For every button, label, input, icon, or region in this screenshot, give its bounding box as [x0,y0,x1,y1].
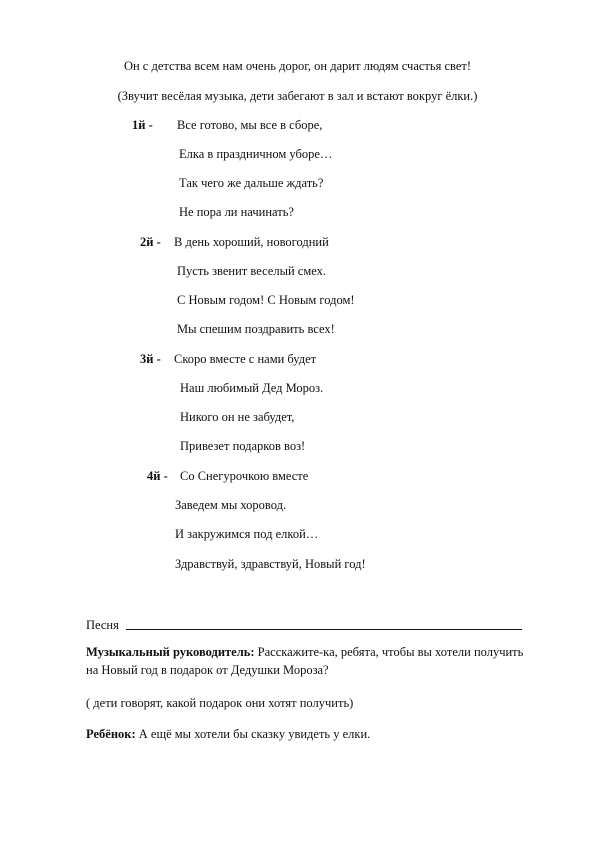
dialogue-child [86,725,526,743]
verse-line: Так чего же дальше ждать? [179,176,324,190]
verse-number-1: 1й - [132,118,153,132]
verse-line: Заведем мы хоровод. [175,498,287,512]
stage-direction-children [86,694,526,712]
verse-line: Здравствуй, здравствуй, Новый год! [175,557,366,571]
stage-direction: (Звучит весёлая музыка, дети забегают в зал и встают вокруг ёлки.) [117,89,478,103]
verse-line: Пусть звенит веселый смех. [177,264,326,278]
song-label: Песня [86,618,119,632]
verse-line: Скоро вместе с нами будет [174,352,317,366]
speech-text: А ещё мы хотели бы сказку увидеть у елки. [135,727,371,741]
song-row [86,617,522,633]
speech-text: Расскажите-ка, ребята, чтобы вы хотели получить на Новый год в подарок от Дедушки Мороза? [86,645,524,677]
song-underline [126,629,522,630]
speech-text: ( дети говорят, какой подарок они хотят получить) [86,696,354,710]
verse-line: Все готово, мы все в сборе, [177,118,323,132]
verse-number-3: 3й - [140,352,161,366]
verse-line: Не пора ли начинать? [179,205,294,219]
dialogue-music-director [86,643,526,679]
verse-line: Со Снегурочкою вместе [180,469,309,483]
intro-line: Он с детства всем нам очень дорог, он дарит людям счастья свет! [123,59,472,73]
verse-number-4: 4й - [147,469,168,483]
verse-line: Елка в праздничном уборе… [179,147,333,161]
speaker-label: Музыкальный руководитель: [86,645,255,659]
speaker-label: Ребёнок: [86,727,136,741]
verse-line: С Новым годом! С Новым годом! [177,293,355,307]
verse-line: И закружимся под елкой… [175,527,319,541]
verse-line: Привезет подарков воз! [180,439,306,453]
verse-line: Наш любимый Дед Мороз. [180,381,324,395]
verse-line: В день хороший, новогодний [174,235,329,249]
verse-number-2: 2й - [140,235,161,249]
verse-line: Мы спешим поздравить всех! [177,322,335,336]
verse-line: Никого он не забудет, [180,410,295,424]
